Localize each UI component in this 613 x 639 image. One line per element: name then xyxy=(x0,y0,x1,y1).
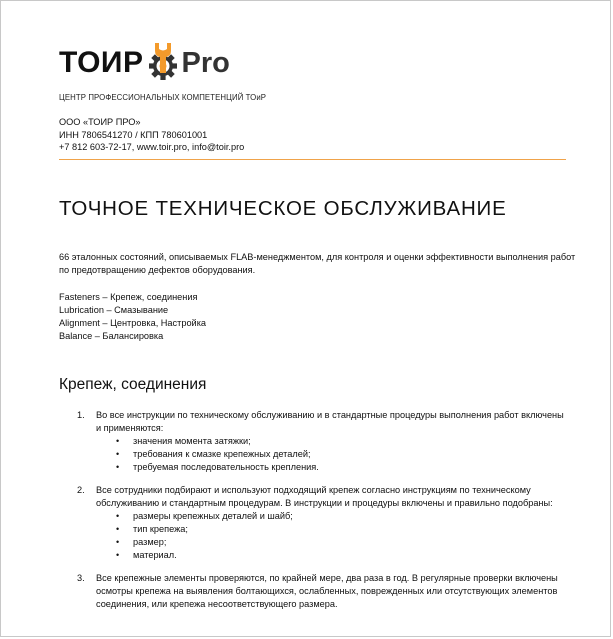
list-item xyxy=(59,484,569,562)
gear-wrench-icon xyxy=(145,41,181,85)
item-text: Во все инструкции по техническому обслуживанию и в стандартные процедуры выполнения работ включены и применяются: xyxy=(96,410,564,433)
company-details xyxy=(59,116,244,154)
item-text: Все сотрудники подбирают и используют подходящий крепеж согласно инструкциям по техническому обслуживанию и стандартным процедурам. В инструкции и процедуры включены и правильно подобраны: xyxy=(96,485,553,508)
company-contacts: +7 812 603-72-17, www.toir.pro, info@toir.pro xyxy=(59,142,245,152)
pillars-list xyxy=(59,291,206,343)
bullet-item: • размер; xyxy=(96,536,569,549)
logo-text-right: Pro xyxy=(181,47,230,79)
bullet-item: • тип крепежа; xyxy=(96,523,569,536)
company-ids: ИНН 7806541270 / КПП 780601001 xyxy=(59,129,208,140)
bullet-item: • значения момента затяжки; xyxy=(96,435,569,448)
bullet-list xyxy=(96,510,569,562)
company-name: ООО «ТОИР ПРО» xyxy=(59,117,141,127)
list-item xyxy=(59,409,569,474)
item-number: 1. xyxy=(77,410,85,420)
list-item xyxy=(59,572,569,610)
header-divider xyxy=(59,159,566,160)
logo-text-left: ТОИР xyxy=(59,46,144,79)
tagline: ЦЕНТР ПРОФЕССИОНАЛЬНЫХ КОМПЕТЕНЦИЙ ТОиР xyxy=(59,93,267,102)
bullet-list xyxy=(96,435,569,474)
bullet-item: • требования к смазке крепежных деталей; xyxy=(96,448,569,461)
pillar-item: Balance – Балансировка xyxy=(59,331,164,341)
bullet-item: • материал. xyxy=(96,549,569,562)
pillar-item: Lubrication – Смазывание xyxy=(59,305,169,315)
pillar-item: Alignment – Центровка, Настройка xyxy=(59,318,207,328)
company-logo xyxy=(59,41,230,85)
document-title: ТОЧНОЕ ТЕХНИЧЕСКОЕ ОБСЛУЖИВАНИЕ xyxy=(59,197,507,220)
section-heading: Крепеж, соединения xyxy=(59,376,207,393)
bullet-item: • размеры крепежных деталей и шайб; xyxy=(96,510,569,523)
pillar-item: Fasteners – Крепеж, соединения xyxy=(59,292,198,302)
intro-paragraph: 66 эталонных состояний, описываемых FLAB-менеджментом, для контроля и оценки эффективности выполнения работ по предотвращению дефектов оборудования. xyxy=(59,252,576,275)
item-text: Все крепежные элементы проверяются, по крайней мере, два раза в год. В регулярные проверки включены осмотры крепежа на выявления болтающихся, ослабленных, поврежденных или отсутствующих элементов соединения, или крепежа несоответствующего размера. xyxy=(96,573,558,609)
item-number: 2. xyxy=(77,485,85,496)
item-number: 3. xyxy=(77,573,85,584)
requirements-list xyxy=(59,409,569,620)
bullet-item: • требуемая последовательность крепления. xyxy=(96,461,569,474)
